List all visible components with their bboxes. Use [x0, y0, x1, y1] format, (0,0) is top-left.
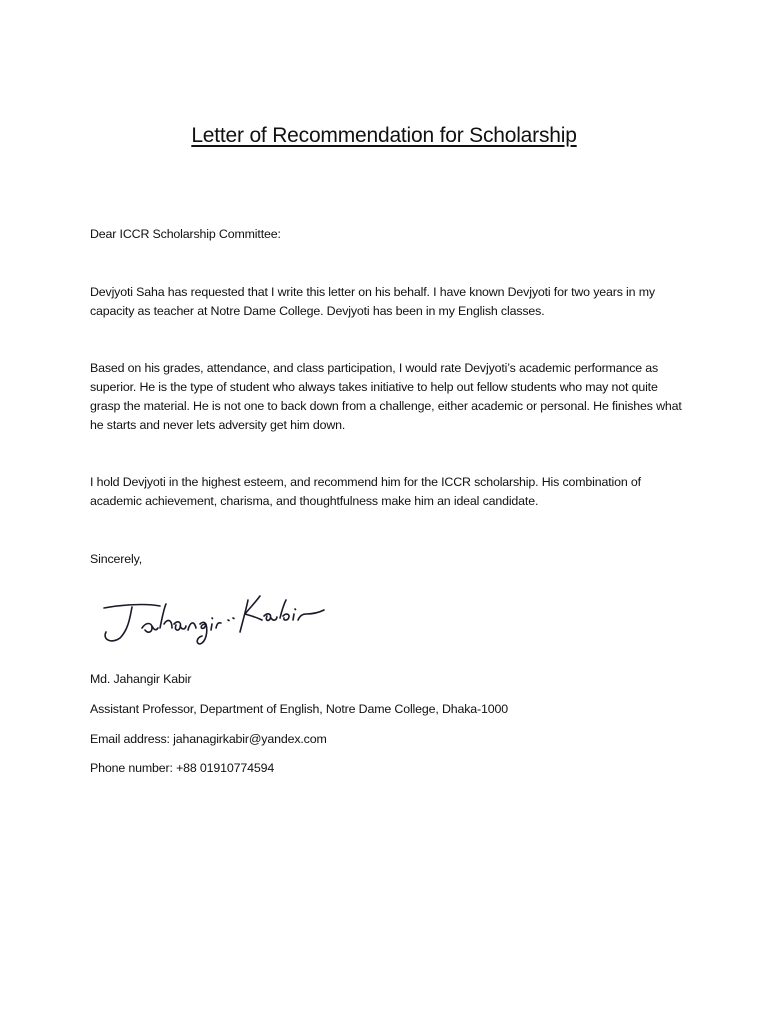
- signatory-phone: Phone number: +88 01910774594: [90, 761, 275, 775]
- paragraph-performance: Based on his grades, attendance, and class participation, I would rate Devjyoti’s academic performance as superior. He is the type of student who always takes initiative to help out fellow students who may not quite grasp the material. He is not one to back down from a challenge, either academic or personal. He finishes what he starts and never lets adversity get him down.: [90, 361, 682, 432]
- signatory-position: Assistant Professor, Department of English, Notre Dame College, Dhaka-1000: [90, 702, 508, 716]
- letter-title: Letter of Recommendation for Scholarship: [191, 124, 577, 147]
- signatory-name: Md. Jahangir Kabir: [90, 672, 192, 686]
- signatory-email: Email address: jahanagirkabir@yandex.com: [90, 732, 327, 746]
- salutation: Dear ICCR Scholarship Committee:: [90, 227, 281, 241]
- paragraph-intro: Devjyoti Saha has requested that I write this letter on his behalf. I have known Devjyoti for two years in my capacity as teacher at Notre Dame College. Devjyoti has been in my English classes.: [90, 285, 655, 318]
- handwritten-signature: [90, 578, 340, 650]
- closing: Sincerely,: [90, 552, 142, 566]
- paragraph-recommendation: I hold Devjyoti in the highest esteem, and recommend him for the ICCR scholarship. His combination of academic achievement, charisma, and thoughtfulness make him an ideal candidate.: [90, 475, 641, 508]
